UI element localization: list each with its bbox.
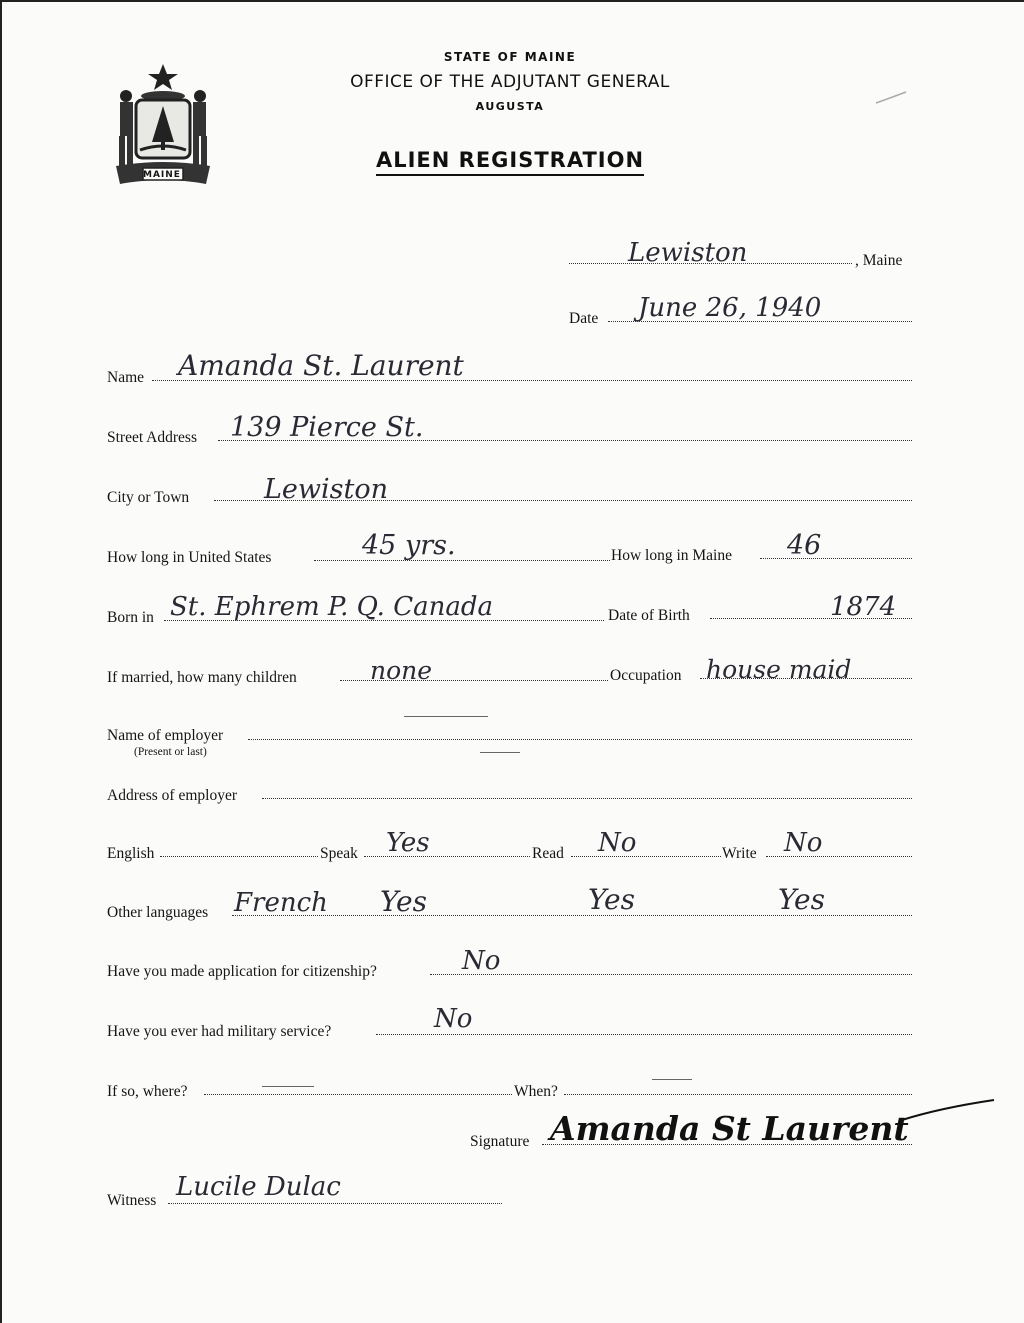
occupation-entry: house maid <box>706 655 852 684</box>
where-label: If so, where? <box>107 1083 188 1100</box>
speak-label: Speak <box>320 845 358 862</box>
form-title: ALIEN REGISTRATION <box>2 148 1018 172</box>
how-long-us-label: How long in United States <box>107 549 272 566</box>
town-entry: Lewiston <box>628 238 748 268</box>
signature-entry: Amanda St Laurent <box>550 1109 909 1148</box>
children-label: If married, how many children <box>107 669 297 686</box>
occupation-label: Occupation <box>610 667 682 684</box>
office-heading: OFFICE OF THE ADJUTANT GENERAL <box>350 72 670 92</box>
military-entry: No <box>434 1004 473 1034</box>
english-line <box>160 856 318 857</box>
city-entry: Lewiston <box>264 474 389 505</box>
how-long-maine-entry: 46 <box>787 530 822 561</box>
date-entry: June 26, 1940 <box>638 293 822 323</box>
other-write-entry: Yes <box>778 883 825 916</box>
employer-address-label: Address of employer <box>107 787 237 804</box>
maine-label: , Maine <box>855 252 903 269</box>
citizenship-line <box>430 974 912 975</box>
citizenship-label: Have you made application for citizenship? <box>107 963 377 980</box>
english-speak-entry: Yes <box>386 828 430 858</box>
military-line <box>376 1034 912 1035</box>
state-heading: STATE OF MAINE <box>443 50 577 64</box>
name-entry: Amanda St. Laurent <box>178 349 464 382</box>
english-label: English <box>107 845 155 862</box>
born-in-entry: St. Ephrem P. Q. Canada <box>170 592 493 622</box>
how-long-maine-label: How long in Maine <box>611 547 732 564</box>
how-long-us-entry: 45 yrs. <box>362 530 456 561</box>
check-mark-icon <box>874 90 908 106</box>
street-entry: 139 Pierce St. <box>230 412 424 443</box>
when-label: When? <box>514 1083 558 1100</box>
other-speak-entry: Yes <box>380 885 427 918</box>
name-label: Name <box>107 369 145 386</box>
witness-line <box>168 1203 502 1204</box>
when-dash <box>652 1079 692 1080</box>
citizenship-entry: No <box>462 946 501 976</box>
how-long-maine-line <box>760 558 912 559</box>
employer-dash-2 <box>480 752 520 753</box>
seal-text: MAINE <box>143 170 181 180</box>
city-heading: AUGUSTA <box>475 100 545 113</box>
born-in-label: Born in <box>107 609 154 626</box>
children-entry: none <box>370 656 433 685</box>
when-line <box>564 1094 912 1095</box>
english-read-entry: No <box>598 828 637 858</box>
witness-entry: Lucile Dulac <box>176 1172 341 1202</box>
write-label: Write <box>722 845 757 862</box>
employer-sub-label: (Present or last) <box>134 746 207 758</box>
military-label: Have you ever had military service? <box>107 1023 332 1040</box>
other-language-entry: French <box>234 888 328 918</box>
employer-dash <box>404 716 488 717</box>
signature-flourish-icon <box>900 1094 996 1124</box>
read-label: Read <box>532 845 564 862</box>
date-label: Date <box>569 310 599 327</box>
date-of-birth-label: Date of Birth <box>608 607 690 624</box>
employer-name-line <box>248 739 912 740</box>
employer-address-line <box>262 798 912 799</box>
how-long-us-line <box>314 560 610 561</box>
witness-label: Witness <box>107 1192 157 1209</box>
english-write-entry: No <box>784 828 823 858</box>
where-dash <box>262 1086 314 1087</box>
other-languages-label: Other languages <box>107 904 209 921</box>
read-line <box>571 856 721 857</box>
date-of-birth-entry: 1874 <box>830 592 897 622</box>
where-line <box>204 1094 512 1095</box>
signature-label: Signature <box>470 1133 530 1150</box>
employer-name-label: Name of employer <box>107 727 224 744</box>
other-read-entry: Yes <box>588 883 635 916</box>
street-label: Street Address <box>107 429 197 446</box>
city-label: City or Town <box>107 489 190 506</box>
